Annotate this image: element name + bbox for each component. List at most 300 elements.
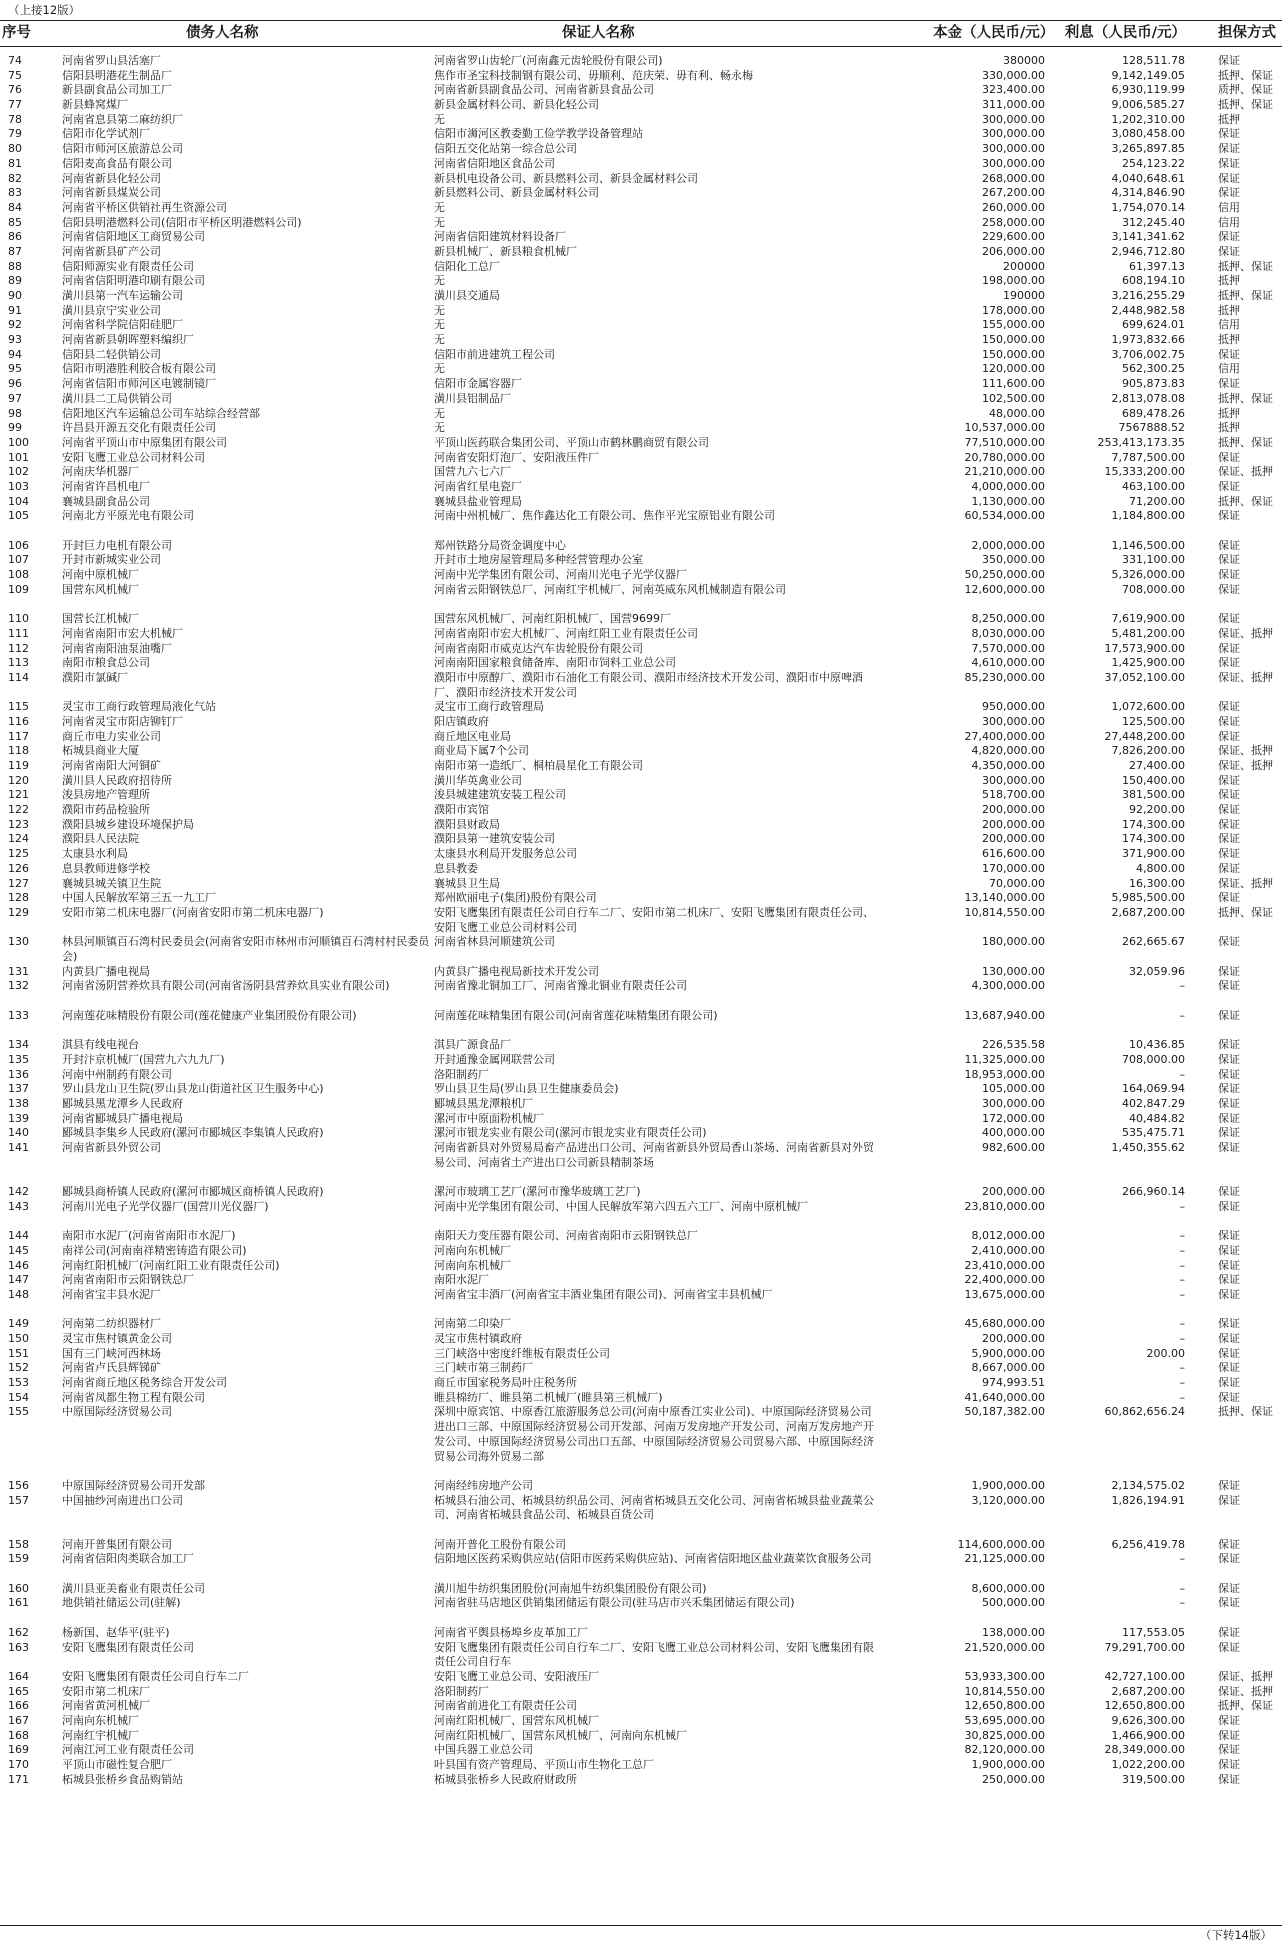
cell-seq: 131 xyxy=(8,964,29,978)
cell-method: 保证 xyxy=(1218,1243,1240,1257)
cell-method: 保证 xyxy=(1218,979,1240,993)
table-row xyxy=(0,700,1282,715)
cell-guarantor: 濮阳市宾馆 xyxy=(434,803,489,817)
cell-method: 保证、抵押 xyxy=(1218,1669,1273,1683)
cell-principal: 11,325,000.00 xyxy=(964,1052,1045,1066)
table-row xyxy=(0,1244,1282,1259)
table-row xyxy=(0,1185,1282,1200)
table-row xyxy=(0,245,1282,260)
cell-seq: 106 xyxy=(8,538,29,552)
cell-method: 抵押 xyxy=(1218,421,1240,435)
cell-debtor: 河南省信阳明港印刷有限公司 xyxy=(62,274,205,288)
table-row xyxy=(0,495,1282,510)
cell-seq: 84 xyxy=(8,200,22,214)
cell-principal: 21,210,000.00 xyxy=(964,465,1045,479)
cell-method: 保证 xyxy=(1218,788,1240,802)
cell-principal: 190000 xyxy=(1003,289,1045,302)
cell-method: 保证 xyxy=(1218,538,1240,552)
cell-debtor: 开封汴京机械厂(国营九六九九厂) xyxy=(62,1052,225,1066)
cell-principal: 2,410,000.00 xyxy=(971,1243,1045,1257)
cell-guarantor: 河南第二印染厂 xyxy=(434,1317,511,1331)
cell-debtor: 河南省平桥区供销社再生资源公司 xyxy=(62,200,227,214)
cell-method: 保证 xyxy=(1218,1273,1240,1287)
cell-method: 保证 xyxy=(1218,1714,1240,1727)
cell-debtor: 安阳飞鹰集团有限责任公司自行车二厂 xyxy=(62,1669,249,1683)
cell-debtor: 潢川县第一汽车运输公司 xyxy=(62,289,183,302)
cell-seq: 94 xyxy=(8,347,22,361)
cell-guarantor: 叶县国有资产管理局、平顶山市生物化工总厂 xyxy=(434,1758,654,1772)
cell-principal: 982,600.00 xyxy=(982,1140,1045,1154)
cell-debtor: 郾城县商桥镇人民政府(漯河市郾城区商桥镇人民政府) xyxy=(62,1185,324,1199)
cell-debtor: 灵宝市焦村镇黄金公司 xyxy=(62,1331,172,1345)
cell-method: 保证 xyxy=(1218,1052,1240,1066)
cell-guarantor: 河南省驻马店地区供销集团储运有限公司(驻马店市兴禾集团储运有限公司) xyxy=(434,1596,795,1610)
cell-guarantor: 灵宝市焦村镇政府 xyxy=(434,1331,522,1345)
cell-guarantor: 商丘市国家税务局叶庄税务所 xyxy=(434,1376,577,1390)
cell-principal: 8,030,000.00 xyxy=(971,626,1045,640)
cell-guarantor: 南阳天力变压器有限公司、河南省南阳市云阳钢铁总厂 xyxy=(434,1229,698,1243)
cell-principal: 60,534,000.00 xyxy=(964,509,1045,523)
cell-debtor: 安阳飞鹰集团有限责任公司 xyxy=(62,1640,194,1654)
cell-method: 保证 xyxy=(1218,656,1240,670)
cell-method: 保证、抵押 xyxy=(1218,670,1273,684)
cell-guarantor: 新县燃料公司、新县金属材料公司 xyxy=(434,186,599,200)
cell-seq: 132 xyxy=(8,979,29,993)
cell-principal: 974,993.51 xyxy=(982,1376,1045,1390)
cell-seq: 126 xyxy=(8,861,29,875)
cell-seq: 143 xyxy=(8,1199,29,1213)
cell-method: 保证 xyxy=(1218,612,1240,626)
table-row xyxy=(0,1641,1282,1670)
cell-method: 保证 xyxy=(1218,1772,1240,1786)
cell-seq: 157 xyxy=(8,1493,29,1507)
cell-method: 保证 xyxy=(1218,1758,1240,1772)
cell-principal: 200000 xyxy=(1003,259,1045,273)
cell-seq: 88 xyxy=(8,259,22,273)
cell-interest: – xyxy=(1179,1361,1185,1375)
cell-guarantor: 信阳市前进建筑工程公司 xyxy=(434,347,555,361)
cell-interest: 608,194.10 xyxy=(1122,274,1185,288)
cell-interest: 312,245.40 xyxy=(1122,215,1185,229)
table-row xyxy=(0,157,1282,172)
cell-seq: 169 xyxy=(8,1743,29,1757)
cell-guarantor: 信阳五交化站第一综合总公司 xyxy=(434,142,577,156)
cell-guarantor: 无 xyxy=(434,406,445,420)
cell-seq: 113 xyxy=(8,656,29,670)
cell-interest: 1,973,832.66 xyxy=(1111,333,1185,347)
table-row xyxy=(0,539,1282,554)
cell-guarantor: 河南省前进化工有限责任公司 xyxy=(434,1699,577,1713)
cell-method: 保证 xyxy=(1218,1640,1240,1654)
cell-debtor: 河南中原机械厂 xyxy=(62,568,139,582)
cell-principal: 180,000.00 xyxy=(982,935,1045,949)
cell-method: 保证 xyxy=(1218,1067,1240,1081)
cell-seq: 108 xyxy=(8,568,29,582)
cell-interest: 5,481,200.00 xyxy=(1111,626,1185,640)
table-row xyxy=(0,362,1282,377)
cell-method: 保证 xyxy=(1218,1552,1240,1566)
cell-method: 保证 xyxy=(1218,1140,1240,1154)
table-row xyxy=(0,172,1282,187)
cell-debtor: 淇县有线电视台 xyxy=(62,1038,139,1052)
cell-method: 保证 xyxy=(1218,1258,1240,1272)
cell-method: 保证 xyxy=(1218,891,1240,905)
debt-table-body xyxy=(0,54,1282,1787)
cell-seq: 139 xyxy=(8,1111,29,1125)
cell-guarantor: 阳店镇政府 xyxy=(434,714,489,728)
cell-method: 保证 xyxy=(1218,1096,1240,1110)
cell-method: 抵押 xyxy=(1218,274,1240,288)
cell-principal: 300,000.00 xyxy=(982,142,1045,156)
cell-method: 保证 xyxy=(1218,1361,1240,1375)
cell-interest: 2,448,982.58 xyxy=(1111,303,1185,317)
cell-method: 保证 xyxy=(1218,1111,1240,1125)
cell-seq: 152 xyxy=(8,1361,29,1375)
cell-method: 保证 xyxy=(1218,1376,1240,1390)
cell-method: 保证 xyxy=(1218,964,1240,978)
cell-principal: 400,000.00 xyxy=(982,1126,1045,1140)
cell-method: 抵押、保证 xyxy=(1218,1699,1273,1713)
cell-interest: 37,052,100.00 xyxy=(1104,670,1185,684)
table-row xyxy=(0,260,1282,275)
cell-debtor: 河南省南阳市宏大机械厂 xyxy=(62,626,183,640)
cell-seq: 148 xyxy=(8,1287,29,1301)
cell-debtor: 河南莲花味精股份有限公司(莲花健康产业集团股份有限公司) xyxy=(62,1008,357,1022)
cell-seq: 168 xyxy=(8,1728,29,1742)
cell-guarantor: 无 xyxy=(434,303,445,317)
cell-debtor: 河南省科学院信阳硅肥厂 xyxy=(62,318,183,332)
cell-debtor: 潢川县亚美畜业有限责任公司 xyxy=(62,1581,205,1595)
cell-method: 保证、抵押 xyxy=(1218,465,1273,479)
cell-principal: 950,000.00 xyxy=(982,700,1045,714)
cell-interest: – xyxy=(1179,1596,1185,1610)
cell-interest: 3,141,341.62 xyxy=(1111,230,1185,244)
cell-principal: 21,520,000.00 xyxy=(964,1640,1045,1654)
cell-seq: 79 xyxy=(8,127,22,141)
cell-guarantor: 息县教委 xyxy=(434,861,478,875)
cell-debtor: 襄城县副食品公司 xyxy=(62,494,150,508)
cell-guarantor: 柘城县张桥乡人民政府财政所 xyxy=(434,1772,577,1786)
cell-principal: 267,200.00 xyxy=(982,186,1045,200)
cell-debtor: 国有三门峡河西林场 xyxy=(62,1346,161,1360)
cell-seq: 91 xyxy=(8,303,22,317)
cell-guarantor: 浚县城建建筑安装工程公司 xyxy=(434,788,566,802)
cell-interest: 402,847.29 xyxy=(1122,1096,1185,1110)
cell-seq: 93 xyxy=(8,333,22,347)
cell-debtor: 信阳县二轻供销公司 xyxy=(62,347,161,361)
cell-method: 保证 xyxy=(1218,127,1240,141)
cell-interest: 200.00 xyxy=(1146,1346,1185,1360)
table-row xyxy=(0,436,1282,451)
cell-guarantor: 河南省南阳市威克达汽车齿轮股份有限公司 xyxy=(434,641,643,655)
cell-debtor: 安阳飞鹰工业总公司材料公司 xyxy=(62,450,205,464)
cell-principal: 200,000.00 xyxy=(982,803,1045,817)
table-row xyxy=(0,1391,1282,1406)
cell-interest: 17,573,900.00 xyxy=(1104,641,1185,655)
cell-seq: 155 xyxy=(8,1405,29,1419)
table-row xyxy=(0,113,1282,128)
cell-interest: 253,413,173.35 xyxy=(1097,435,1185,449)
cell-principal: 27,400,000.00 xyxy=(964,729,1045,743)
cell-guarantor: 河南省新县副食品公司、河南省新县食品公司 xyxy=(434,83,654,97)
table-row xyxy=(0,832,1282,847)
cell-guarantor: 郑州欧丽电子(集团)股份有限公司 xyxy=(434,891,597,905)
table-row xyxy=(0,803,1282,818)
table-row xyxy=(0,583,1282,612)
cell-debtor: 潢川县二工局供销公司 xyxy=(62,391,172,405)
cell-interest: 371,900.00 xyxy=(1122,847,1185,861)
cell-method: 保证 xyxy=(1218,1287,1240,1301)
table-row xyxy=(0,818,1282,833)
cell-interest: 7567888.52 xyxy=(1118,421,1185,435)
cell-seq: 82 xyxy=(8,171,22,185)
cell-method: 保证 xyxy=(1218,1038,1240,1052)
cell-seq: 122 xyxy=(8,803,29,817)
cell-interest: 5,326,000.00 xyxy=(1111,568,1185,582)
cell-debtor: 中原国际经济贸易公司开发部 xyxy=(62,1478,205,1492)
cell-debtor: 信阳地区汽车运输总公司车站综合经营部 xyxy=(62,406,260,420)
cell-interest: – xyxy=(1179,1581,1185,1595)
cell-interest: 562,300.25 xyxy=(1122,362,1185,376)
header-method: 担保方式 xyxy=(1218,25,1276,41)
cell-interest: 12,650,800.00 xyxy=(1104,1699,1185,1713)
cell-guarantor: 信阳地区医药采购供应站(信阳市医药采购供应站)、河南省信阳地区盐业蔬菜饮食服务公司 xyxy=(434,1552,872,1566)
cell-seq: 119 xyxy=(8,759,29,773)
cell-debtor: 南阳市粮食总公司 xyxy=(62,656,150,670)
cell-guarantor: 洛阳制药厂 xyxy=(434,1067,489,1081)
cell-seq: 158 xyxy=(8,1537,29,1551)
cell-debtor: 河南省新县矿产公司 xyxy=(62,244,161,258)
cell-seq: 171 xyxy=(8,1772,29,1786)
table-row xyxy=(0,289,1282,304)
cell-debtor: 安阳市第二机床电器厂(河南省安阳市第二机床电器厂) xyxy=(62,905,324,919)
cell-principal: 105,000.00 xyxy=(982,1082,1045,1096)
cell-debtor: 河南省信阳市师河区电镀制镜厂 xyxy=(62,377,216,391)
cell-guarantor: 潢川旭牛纺织集团股份(河南旭牛纺织集团股份有限公司) xyxy=(434,1581,707,1595)
cell-seq: 140 xyxy=(8,1126,29,1140)
cell-guarantor: 安阳飞鹰集团有限责任公司自行车二厂、安阳飞鹰工业总公司材料公司、安阳飞鹰集团有限责任公司自行车 xyxy=(434,1640,874,1669)
cell-method: 信用 xyxy=(1218,318,1240,332)
cell-seq: 83 xyxy=(8,186,22,200)
cell-debtor: 河南向东机械厂 xyxy=(62,1714,139,1727)
table-row xyxy=(0,979,1282,1008)
cell-interest: 1,425,900.00 xyxy=(1111,656,1185,670)
cell-principal: 4,610,000.00 xyxy=(971,656,1045,670)
cell-guarantor: 河南红阳机械厂、国营东风机械厂 xyxy=(434,1714,599,1727)
cell-debtor: 河南省凤都生物工程有限公司 xyxy=(62,1390,205,1404)
cell-guarantor: 襄城县卫生局 xyxy=(434,876,500,890)
cell-seq: 166 xyxy=(8,1699,29,1713)
cell-interest: 60,862,656.24 xyxy=(1104,1405,1185,1419)
cell-guarantor: 河南省宝丰酒厂(河南省宝丰酒业集团有限公司)、河南省宝丰县机械厂 xyxy=(434,1287,773,1301)
cell-seq: 170 xyxy=(8,1758,29,1772)
table-row xyxy=(0,465,1282,480)
cell-interest: 6,256,419.78 xyxy=(1111,1537,1185,1551)
table-row xyxy=(0,318,1282,333)
cell-seq: 110 xyxy=(8,612,29,626)
cell-principal: 10,537,000.00 xyxy=(964,421,1045,435)
continued-to-note: （下转14版） xyxy=(1199,1928,1272,1942)
cell-guarantor: 太康县水利局开发服务总公司 xyxy=(434,847,577,861)
cell-guarantor: 河南南阳国家粮食储备库、南阳市饲料工业总公司 xyxy=(434,656,676,670)
cell-principal: 330,000.00 xyxy=(982,68,1045,82)
cell-seq: 75 xyxy=(8,68,22,82)
cell-debtor: 信阳麦高食品有限公司 xyxy=(62,156,172,170)
cell-seq: 124 xyxy=(8,832,29,846)
cell-method: 抵押、保证 xyxy=(1218,1405,1273,1419)
cell-guarantor: 无 xyxy=(434,318,445,332)
cell-principal: 616,600.00 xyxy=(982,847,1045,861)
cell-principal: 12,600,000.00 xyxy=(964,582,1045,596)
table-row xyxy=(0,877,1282,892)
cell-guarantor: 商丘地区电业局 xyxy=(434,729,511,743)
table-row xyxy=(0,1479,1282,1494)
cell-principal: 8,250,000.00 xyxy=(971,612,1045,626)
cell-interest: 689,478.26 xyxy=(1122,406,1185,420)
cell-guarantor: 河南省林县河顺建筑公司 xyxy=(434,935,555,949)
cell-principal: 4,300,000.00 xyxy=(971,979,1045,993)
cell-seq: 138 xyxy=(8,1096,29,1110)
table-row xyxy=(0,1538,1282,1553)
cell-seq: 112 xyxy=(8,641,29,655)
cell-method: 保证 xyxy=(1218,1493,1240,1507)
cell-interest: 905,873.83 xyxy=(1122,377,1185,391)
cell-debtor: 河南第二纺织器材厂 xyxy=(62,1317,161,1331)
cell-interest: 174,300.00 xyxy=(1122,832,1185,846)
table-row xyxy=(0,1347,1282,1362)
cell-principal: 8,667,000.00 xyxy=(971,1361,1045,1375)
cell-guarantor: 南阳水泥厂 xyxy=(434,1273,489,1287)
cell-debtor: 郾城县黑龙潭乡人民政府 xyxy=(62,1096,183,1110)
cell-interest: 9,626,300.00 xyxy=(1111,1714,1185,1727)
cell-interest: – xyxy=(1179,1376,1185,1390)
cell-method: 保证 xyxy=(1218,1390,1240,1404)
cell-seq: 111 xyxy=(8,626,29,640)
cell-seq: 81 xyxy=(8,156,22,170)
cell-method: 保证 xyxy=(1218,230,1240,244)
cell-method: 抵押、保证 xyxy=(1218,494,1273,508)
table-row xyxy=(0,642,1282,657)
cell-principal: 300,000.00 xyxy=(982,156,1045,170)
cell-interest: 7,787,500.00 xyxy=(1111,450,1185,464)
cell-seq: 150 xyxy=(8,1331,29,1345)
cell-method: 保证 xyxy=(1218,1082,1240,1096)
cell-debtor: 灵宝市工商行政管理局液化气站 xyxy=(62,700,216,714)
cell-principal: 300,000.00 xyxy=(982,127,1045,141)
cell-principal: 45,680,000.00 xyxy=(964,1317,1045,1331)
cell-method: 保证 xyxy=(1218,1346,1240,1360)
cell-debtor: 河南省罗山县活塞厂 xyxy=(62,54,161,67)
cell-seq: 103 xyxy=(8,479,29,493)
cell-debtor: 河南省宝丰县水泥厂 xyxy=(62,1287,161,1301)
cell-guarantor: 洛阳制药厂 xyxy=(434,1684,489,1698)
cell-principal: 200,000.00 xyxy=(982,1185,1045,1199)
cell-debtor: 潢川县京宁实业公司 xyxy=(62,303,161,317)
cell-guarantor: 河南向东机械厂 xyxy=(434,1243,511,1257)
cell-principal: 85,230,000.00 xyxy=(964,670,1045,684)
table-row xyxy=(0,1068,1282,1083)
cell-guarantor: 无 xyxy=(434,421,445,435)
table-row xyxy=(0,1729,1282,1744)
cell-principal: 12,650,800.00 xyxy=(964,1699,1045,1713)
table-row xyxy=(0,1699,1282,1714)
cell-debtor: 河南庆华机器厂 xyxy=(62,465,139,479)
cell-guarantor: 信阳化工总厂 xyxy=(434,259,500,273)
cell-guarantor: 河南省平舆县杨埠乡皮革加工厂 xyxy=(434,1625,588,1639)
cell-debtor: 郾城县李集乡人民政府(漯河市郾城区李集镇人民政府) xyxy=(62,1126,324,1140)
table-row xyxy=(0,891,1282,906)
cell-principal: 268,000.00 xyxy=(982,171,1045,185)
cell-method: 保证 xyxy=(1218,714,1240,728)
cell-principal: 300,000.00 xyxy=(982,773,1045,787)
cell-guarantor: 信阳市浉河区教委勤工俭学教学设备管理站 xyxy=(434,127,643,141)
cell-principal: 138,000.00 xyxy=(982,1625,1045,1639)
cell-interest: 266,960.14 xyxy=(1122,1185,1185,1199)
cell-debtor: 许昌县开源五交化有限责任公司 xyxy=(62,421,216,435)
cell-interest: 1,450,355.62 xyxy=(1111,1140,1185,1154)
cell-seq: 137 xyxy=(8,1082,29,1096)
cell-interest: 1,466,900.00 xyxy=(1111,1728,1185,1742)
cell-principal: 41,640,000.00 xyxy=(964,1390,1045,1404)
cell-debtor: 河南北方平原光电有限公司 xyxy=(62,509,194,523)
cell-interest: 6,930,119.99 xyxy=(1111,83,1185,97)
table-row xyxy=(0,1773,1282,1788)
cell-method: 保证 xyxy=(1218,1317,1240,1331)
cell-guarantor: 淇县广源食品厂 xyxy=(434,1038,511,1052)
cell-debtor: 南阳市水泥厂(河南省南阳市水泥厂) xyxy=(62,1229,236,1243)
cell-method: 保证 xyxy=(1218,377,1240,391)
table-row xyxy=(0,83,1282,98)
cell-principal: 200,000.00 xyxy=(982,817,1045,831)
cell-interest: 40,484.82 xyxy=(1129,1111,1185,1125)
cell-guarantor: 河南省罗山齿轮厂(河南鑫元齿轮股份有限公司) xyxy=(434,54,663,67)
cell-seq: 120 xyxy=(8,773,29,787)
cell-seq: 145 xyxy=(8,1243,29,1257)
table-row xyxy=(0,1097,1282,1112)
cell-debtor: 开封市新城实业公司 xyxy=(62,553,161,567)
header-debtor: 债务人名称 xyxy=(186,25,259,41)
cell-debtor: 河南省灵宝市阳店铆钉厂 xyxy=(62,714,183,728)
cell-method: 保证 xyxy=(1218,568,1240,582)
cell-interest: – xyxy=(1179,979,1185,993)
cell-guarantor: 柘城县石油公司、柘城县纺织品公司、河南省柘城县五交化公司、河南省柘城县盐业蔬菜公司、河南省柘城县食品公司、柘城县百货公司 xyxy=(434,1493,874,1522)
table-row xyxy=(0,480,1282,495)
cell-seq: 154 xyxy=(8,1390,29,1404)
cell-guarantor: 河南开普化工股份有限公司 xyxy=(434,1537,566,1551)
table-row xyxy=(0,186,1282,201)
table-row xyxy=(0,656,1282,671)
cell-debtor: 商丘市电力实业公司 xyxy=(62,729,161,743)
table-row xyxy=(0,1552,1282,1581)
header-seq: 序号 xyxy=(2,25,31,41)
cell-debtor: 新县副食品公司加工厂 xyxy=(62,83,172,97)
cell-guarantor: 河南经纬房地产公司 xyxy=(434,1478,533,1492)
cell-method: 质押、保证 xyxy=(1218,83,1273,97)
cell-seq: 98 xyxy=(8,406,22,420)
cell-interest: 28,349,000.00 xyxy=(1104,1743,1185,1757)
table-row xyxy=(0,1200,1282,1229)
cell-guarantor: 平顶山医药联合集团公司、平顶山市鹤林鹏商贸有限公司 xyxy=(434,435,709,449)
cell-debtor: 信阳市明港胜利胶合板有限公司 xyxy=(62,362,216,376)
cell-seq: 128 xyxy=(8,891,29,905)
cell-interest: 699,624.01 xyxy=(1122,318,1185,332)
cell-debtor: 襄城县城关镇卫生院 xyxy=(62,876,161,890)
cell-principal: 518,700.00 xyxy=(982,788,1045,802)
cell-principal: 21,125,000.00 xyxy=(964,1552,1045,1566)
cell-seq: 162 xyxy=(8,1625,29,1639)
cell-seq: 163 xyxy=(8,1640,29,1654)
cell-guarantor: 商业局下属7个公司 xyxy=(434,744,529,758)
